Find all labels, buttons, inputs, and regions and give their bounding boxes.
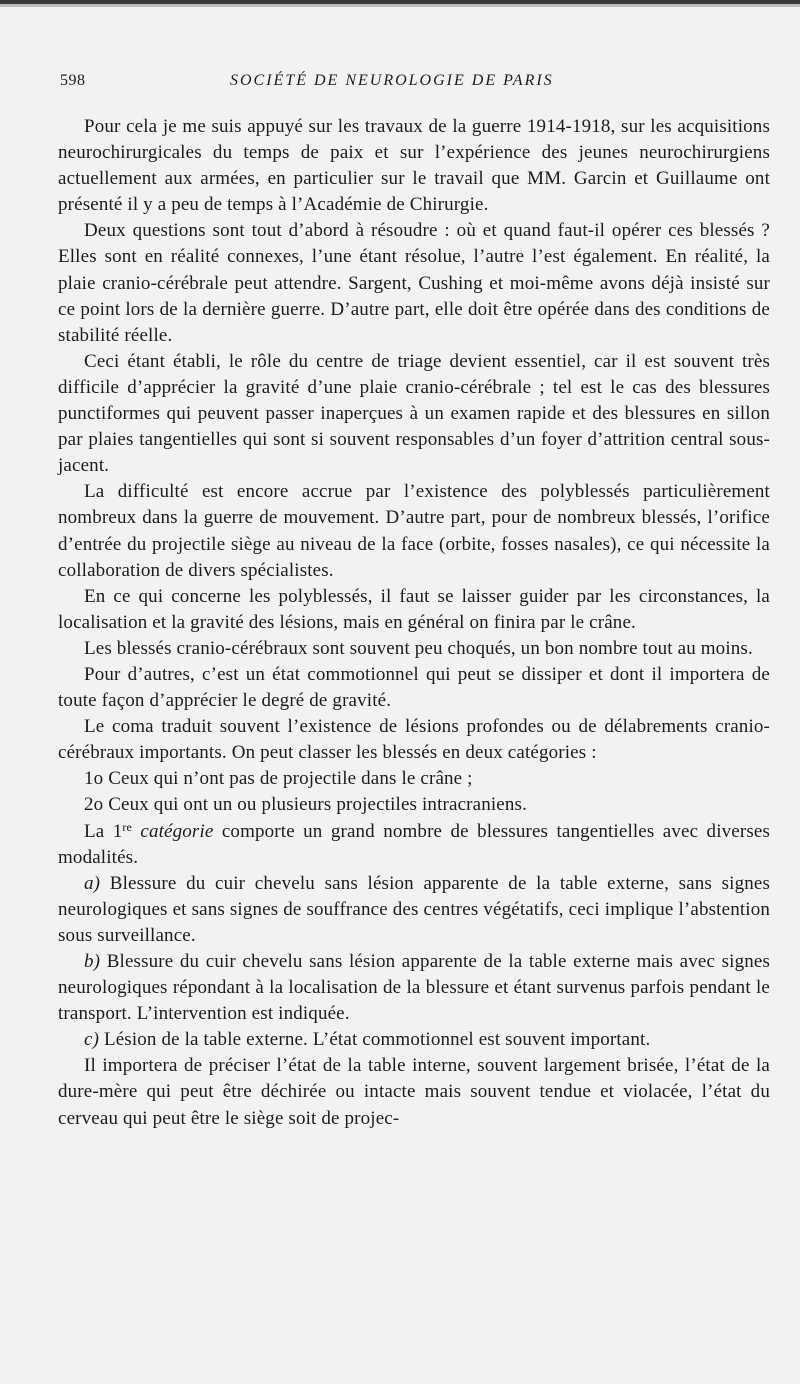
paragraph: La difficulté est encore accrue par l’existence des polyblessés particulièrement nombreux dans la guerre de mouvement. D’autre part, pour de nombreux blessés, l’orifice d’entrée du projectile siège au niveau de la face (orbite, fosses nasales), ce qui nécessite la collaboration de divers spécialistes. [58,481,770,581]
paragraph: En ce qui concerne les polyblessés, il faut se laisser guider par les circonstances, la localisation et la gravité des lésions, mais en général on finira par le crâne. [58,585,770,633]
paragraph-item-b [58,949,770,1027]
paragraph-item-a [58,871,770,949]
item-mark-c: c) [84,1029,100,1051]
running-head [60,72,772,96]
category-text: comporte un grand nombre de blessures tangentielles avec diverses modalités. [58,820,771,868]
item-text-b: Blessure du cuir chevelu sans lésion apparente de la table externe mais avec signes neurologiques répondant à la localisation de la blessure et étant survenus parfois pendant le transport. L’intervention est indiquée. [58,951,770,1025]
item-text-a: Blessure du cuir chevelu sans lésion apparente de la table externe, sans signes neurologiques et sans signes de souffrance des centres végétatifs, ceci implique l’abstention sous surveillance. [58,872,770,946]
item-mark-b: b) [84,951,101,972]
item-text-c: Lésion de la table externe. L’état commotionnel est souvent important. [103,1029,651,1051]
paragraph: Deux questions sont tout d’abord à résoudre : où et quand faut-il opérer ces blessés ? Elles sont en réalité connexes, l’une étant résolue, l’autre l’est également. En réalité, la plaie cranio-cérébrale peut attendre. Sargent, Cushing et moi-même avons déjà insisté sur ce point lors de la dernière guerre. D’autre part, elle doit être opérée dans des conditions de stabilité réelle. [58,220,770,346]
paragraph-category [58,819,770,871]
paragraph-item-c [58,1027,770,1053]
paragraph: Le coma traduit souvent l’existence de lésions profondes ou de délabrements cranio-cérébraux importants. On peut classer les blessés en deux catégories : [58,716,770,764]
page-top-shadow [0,4,800,7]
paragraph: Les blessés cranio-cérébraux sont souvent peu choqués, un bon nombre tout au moins. [84,637,753,659]
paragraph: Pour cela je me suis appuyé sur les travaux de la guerre 1914-1918, sur les acquisitions neurochirurgicales du temps de paix et sur l’expérience des jeunes neurochirurgiens actuellement aux armées, en particulier sur le travail que MM. Garcin et Guillaume ont présenté il y a peu de temps à l’Académie de Chirurgie. [58,116,770,216]
category-superscript: re [122,819,132,834]
paragraph: Ceci étant établi, le rôle du centre de triage devient essentiel, car il est souvent très difficile d’apprécier la gravité d’une plaie cranio-cérébrale ; tel est le cas des blessures punctiformes qui peuvent passer inaperçues à un examen rapide et des blessures en sillon par plaies tangentielles qui sont si souvent responsables d’un foyer d’attrition central sous-jacent. [58,350,770,477]
category-prefix: La 1 [84,820,123,842]
category-italic: catégorie [140,820,214,842]
journal-title: SOCIÉTÉ DE NEUROLOGIE DE PARIS [230,72,554,89]
list-item-1: 1o Ceux qui n’ont pas de projectile dans le crâne ; [84,768,473,790]
body-text [58,114,770,1132]
item-mark-a: a) [84,872,101,894]
paragraph: Pour d’autres, c’est un état commotionnel qui peut se dissiper et dont il importera de toute façon d’apprécier le degré de gravité. [58,663,770,712]
page-number: 598 [60,72,86,89]
list-item-2: 2o Ceux qui ont un ou plusieurs projectiles intracraniens. [84,794,527,816]
paragraph: Il importera de préciser l’état de la table interne, souvent largement brisée, l’état de la dure-mère qui peut être déchirée ou intacte mais souvent tendue et violacée, l’état du cerveau qui peut être le siège soit de projec- [58,1055,770,1129]
